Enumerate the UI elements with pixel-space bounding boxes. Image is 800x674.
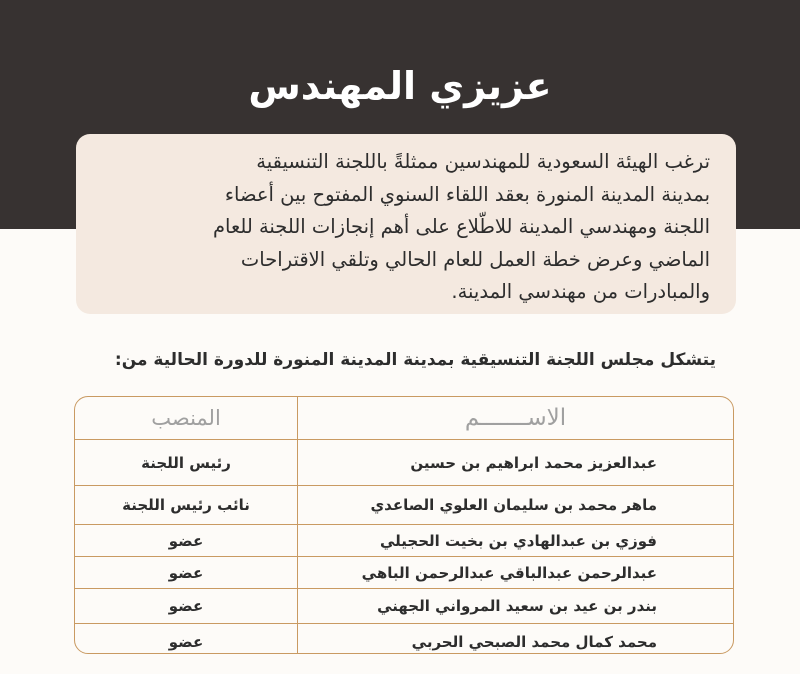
intro-text-box <box>76 134 736 314</box>
member-position: عضو <box>168 563 204 582</box>
member-position: عضو <box>168 632 204 651</box>
intro-line: والمبادرات من مهندسي المدينة. <box>451 280 710 303</box>
member-name: بندر بن عيد بن سعيد المرواني الجهني <box>297 589 733 623</box>
header-name: الاســـــــم <box>297 397 733 439</box>
member-name: فوزي بن عبدالهادي بن بخيت الحجيلي <box>297 525 733 556</box>
table-row <box>75 525 733 557</box>
table-row <box>75 440 733 486</box>
intro-line: الماضي وعرض خطة العمل للعام الحالي وتلقي الاقتراحات <box>240 247 710 271</box>
member-position: رئيس اللجنة <box>141 453 231 472</box>
table-row <box>75 624 733 654</box>
intro-line: بمدينة المدينة المنورة بعقد اللقاء السنوي المفتوح بين أعضاء <box>224 182 710 206</box>
table-row <box>75 557 733 589</box>
member-name: محمد كمال محمد الصبحي الحربي <box>297 624 733 654</box>
member-position: عضو <box>168 597 204 615</box>
intro-line: ترغب الهيئة السعودية للمهندسين ممثلةً باللجنة التنسيقية <box>256 150 710 173</box>
member-name: عبدالعزيز محمد ابراهيم بن حسين <box>297 440 733 485</box>
council-subheading: يتشكل مجلس اللجنة التنسيقية بمدينة المدينة المنورة للدورة الحالية من: <box>114 350 716 370</box>
page-title: عزيزي المهندس <box>248 64 552 108</box>
intro-line: اللجنة ومهندسي المدينة للاطّلاع على أهم إنجازات اللجنة للعام <box>212 215 710 238</box>
table-row <box>75 486 733 525</box>
table-header-row <box>75 397 733 440</box>
member-position: نائب رئيس اللجنة <box>122 496 250 514</box>
member-name: ماهر محمد بن سليمان العلوي الصاعدي <box>297 486 733 524</box>
member-position: عضو <box>168 531 204 550</box>
member-name: عبدالرحمن عبدالباقي عبدالرحمن الباهي <box>297 557 733 588</box>
table-row <box>75 589 733 624</box>
members-table <box>74 396 734 654</box>
header-position: المنصب <box>151 406 221 430</box>
